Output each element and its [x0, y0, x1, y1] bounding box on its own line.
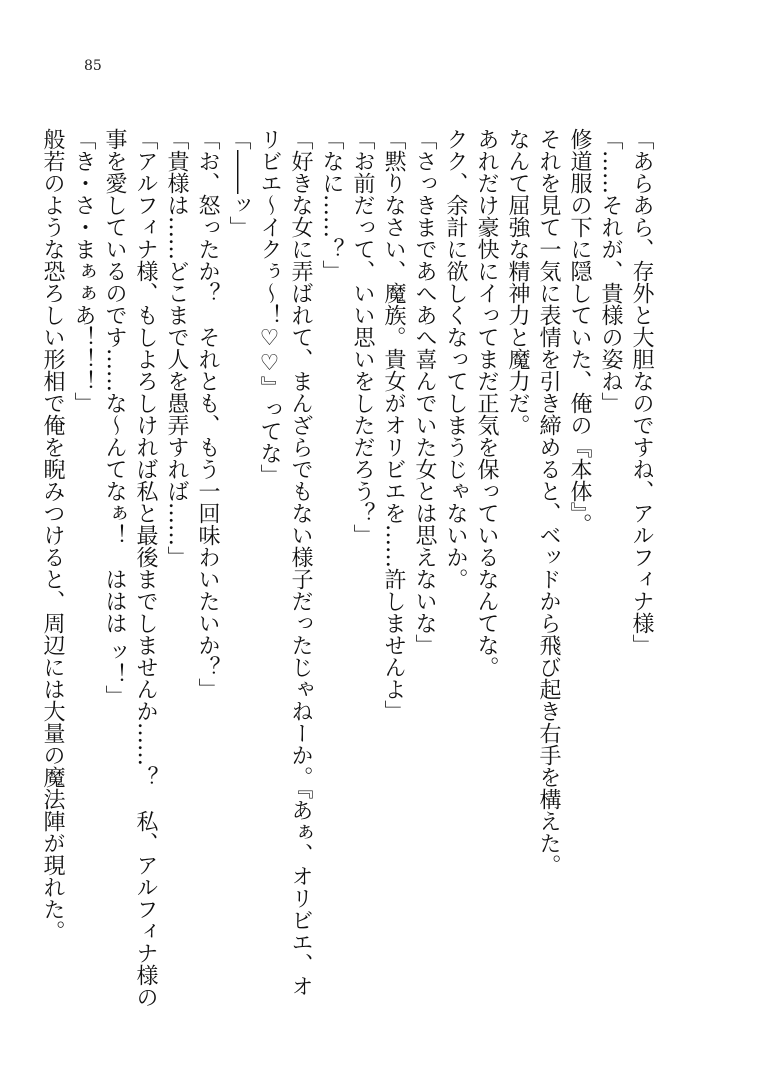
text-line-5: なんて屈強な精神力と魔力だ。 — [505, 128, 530, 436]
page-number: 85 — [84, 58, 102, 74]
text-line-8: 「さっきまであへあへ喜んでいた女とは思えないな」 — [412, 128, 437, 656]
text-line-2: 「……それが、貴様の姿ね」 — [598, 128, 623, 414]
text-line-15: 「お、怒ったか？ それとも、もう一回味わいたいか？」 — [195, 128, 220, 700]
text-line-11: 「なに……？」 — [319, 128, 344, 282]
text-line-13: リビエ～イクぅ～！♡♡』ってな」 — [257, 128, 282, 486]
text-line-20: 般若のような恐ろしい形相で俺を睨みつけると、周辺には大量の魔法陣が現れた。 — [40, 128, 65, 942]
text-line-19: 「き・さ・まぁぁあ！！！」 — [71, 128, 96, 414]
text-line-1: 「あらあら、存外と大胆なのですね、アルフィナ様」 — [629, 128, 654, 656]
text-line-17: 「アルフィナ様、もしよろしければ私と最後までしませんか……？ 私、アルフィナ様の — [133, 128, 158, 1008]
text-line-3: 修道服の下に隠していた、俺の『本体』。 — [567, 128, 592, 535]
text-line-9: 「黙りなさい、魔族。貴女がオリビエを……許しませんよ」 — [381, 128, 406, 722]
text-line-18: 事を愛しているのです……な～んてなぁ！ ははは ッ！」 — [102, 128, 127, 707]
text-line-7: クク、余計に欲しくなってしまうじゃないか。 — [443, 128, 468, 590]
text-line-16: 「貴様は……どこまで人を愚弄すれば……」 — [164, 128, 189, 568]
text-line-14: 「――ッ」 — [226, 128, 251, 238]
text-line-12: 「好きな女に弄ばれて、まんざらでもない様子だったじゃねーか。『あぁ、オリビエ、オ — [288, 128, 313, 997]
text-line-4: それを見て一気に表情を引き締めると、ベッドから飛び起き右手を構えた。 — [536, 128, 561, 876]
text-line-10: 「お前だって、いい思いをしただろう？」 — [350, 128, 375, 546]
text-line-6: あれだけ豪快にイってまだ正気を保っているなんてな。 — [474, 128, 499, 678]
vertical-text-body — [40, 128, 657, 1028]
